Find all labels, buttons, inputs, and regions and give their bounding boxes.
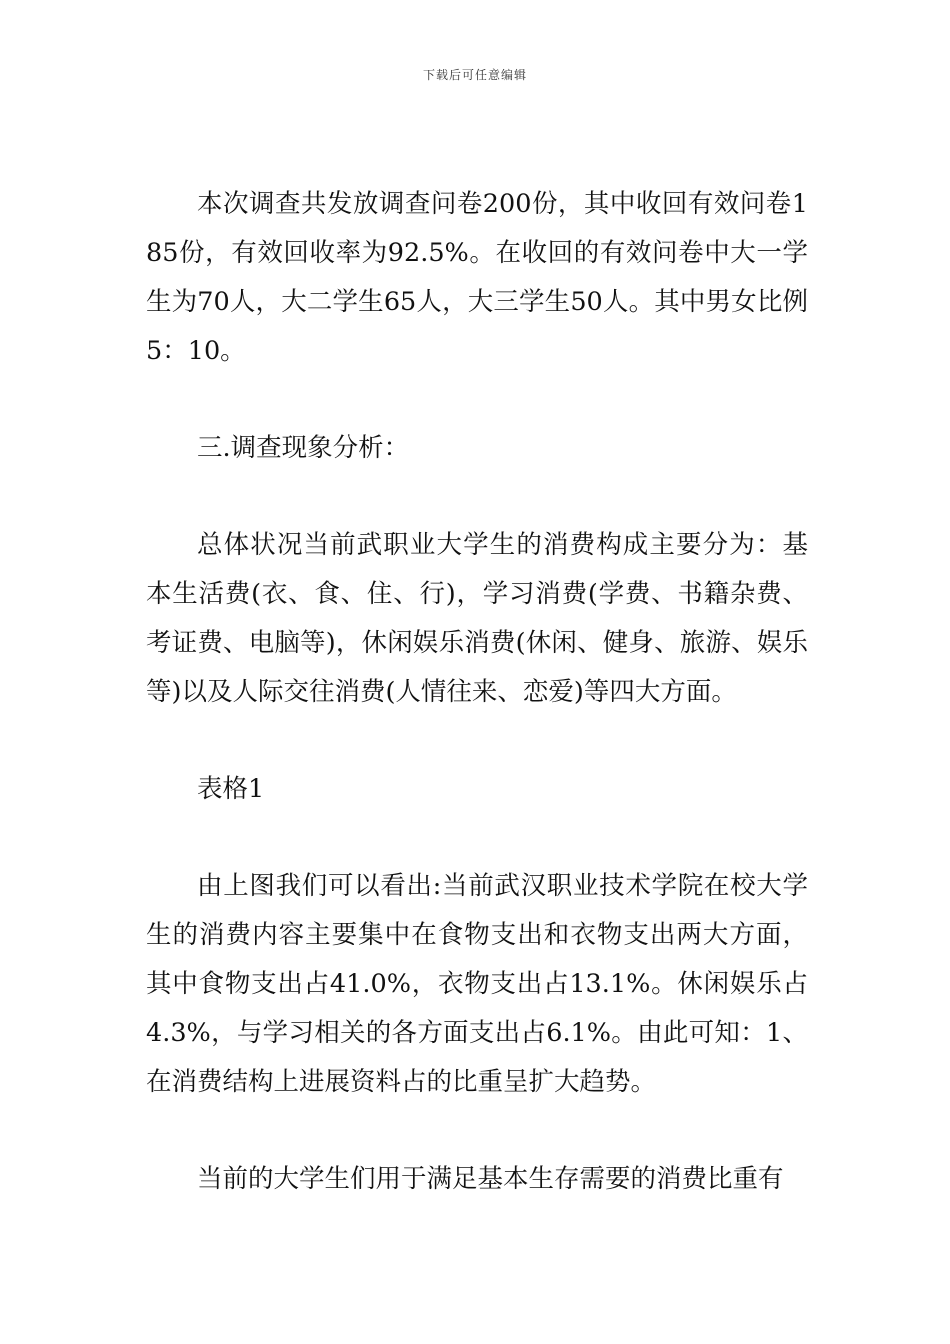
table-caption: 表格1 <box>197 774 265 804</box>
paragraph-basic-needs: 当前的大学生们用于满足基本生存需要的消费比重有 <box>197 1164 784 1194</box>
paragraph-consumption-structure: 总体状况当前武职业大学生的消费构成主要分为：基本生活费(衣、食、住、行)，学习消费(学费、书籍杂费、考证费、电脑等)，休闲娱乐消费(休闲、健身、旅游、娱乐等)以及人际交往消费(人情往来、恋爱)等四大方面。 <box>146 530 808 707</box>
paragraph-spacer <box>146 814 808 862</box>
paragraph-spacer <box>146 376 808 424</box>
paragraph-survey-overview: 本次调查共发放调查问卷200份，其中收回有效问卷185份，有效回收率为92.5%。在收回的有效问卷中大一学生为70人，大二学生65人，大三学生50人。其中男女比例5：10。 <box>146 189 808 366</box>
paragraph-spacer <box>146 473 808 521</box>
paragraph-spacer <box>146 1107 808 1155</box>
page-header: 下载后可任意编辑 <box>422 68 527 82</box>
document-body <box>146 180 808 1204</box>
section-heading-analysis: 三.调查现象分析： <box>197 433 410 463</box>
paragraph-spacer <box>146 717 808 765</box>
paragraph-table-analysis: 由上图我们可以看出:当前武汉职业技术学院在校大学生的消费内容主要集中在食物支出和衣物支出两大方面，其中食物支出占41.0%，衣物支出占13.1%。休闲娱乐占4.3%，与学习相关的各方面支出占6.1%。由此可知：1、在消费结构上进展资料占的比重呈扩大趋势。 <box>146 871 808 1097</box>
